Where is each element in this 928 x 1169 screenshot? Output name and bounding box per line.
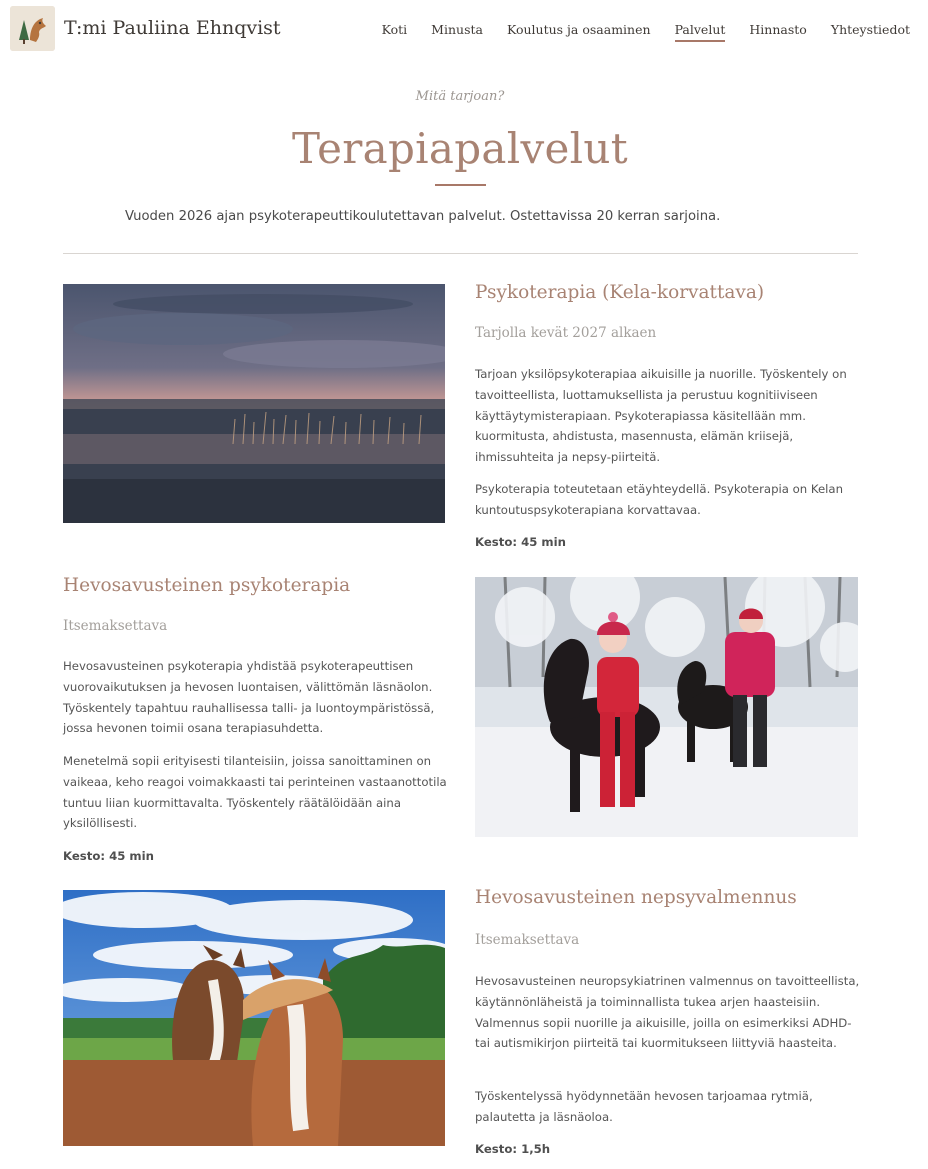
nav-item-yhteystiedot[interactable]: Yhteystiedot xyxy=(830,22,910,37)
service-image-ponies-snow xyxy=(475,577,858,837)
service-image-lake xyxy=(63,284,445,523)
service-duration: Kesto: 45 min xyxy=(475,535,566,549)
service-description: Menetelmä sopii erityisesti tilanteisiin, joissa sanoittaminen on vaikeaa, keho reagoi voimakkaasti tai perinteinen vastaanottotila tuntuu liian kuormittavalta. Työskentely räätälöidään aina yksilöllisesti. xyxy=(63,754,447,831)
nav-item-palvelut[interactable]: Palvelut xyxy=(675,22,726,42)
service-description: Hevosavusteinen psykoterapia yhdistää psykoterapeuttisen vuorovaikutuksen ja hevosen luontaisen, välittömän läsnäolon. Työskentely tapahtuu rauhallisessa talli- ja luontoympäristössä, jossa hevonen toimii osana terapiasuhdetta. xyxy=(63,659,435,736)
service-subtitle: Tarjolla kevät 2027 alkaen xyxy=(475,325,657,341)
intro-text: Vuoden 2026 ajan psykoterapeuttikoulutettavan palvelut. Ostettavissa 20 kerran sarjoina. xyxy=(125,209,721,224)
nav-item-koulutus[interactable]: Koulutus ja osaaminen xyxy=(506,22,651,37)
service-title: Hevosavusteinen nepsyvalmennus xyxy=(475,887,797,908)
section-divider xyxy=(63,253,858,254)
service-description: Tarjoan yksilöpsykoterapiaa aikuisille ja nuorille. Työskentely on tavoitteellista, luottamuksellista ja perustuu kognitiiviseen käyttäytymisterapiaan. Psykoterapiassa käsitellään mm. kuormitusta, ahdistusta, masennusta, elämän kriisejä, ihmissuhteita ja nepsy-piirteitä. xyxy=(475,367,847,465)
site-header xyxy=(0,0,928,60)
page-title: Terapiapalvelut xyxy=(292,124,628,173)
service-description: Työskentelyssä hyödynnetään hevosen tarjoamaa rytmiä, palautetta ja läsnäoloa. xyxy=(475,1089,813,1124)
service-subtitle: Itsemaksettava xyxy=(475,932,580,948)
service-description: Hevosavusteinen neuropsykiatrinen valmennus on tavoitteellista, käytännönläheistä ja toiminnallista tukea arjen haasteisiin. Valmennus sopii nuorille ja aikuisille, joilla on esimerkiksi ADHD- tai autismikirjon piirteitä tai kuormitukseen liittyviä haasteita. xyxy=(475,974,860,1051)
service-description: Psykoterapia toteutetaan etäyhteydellä. Psykoterapia on Kelan kuntoutuspsykoterapiana korvattavaa. xyxy=(475,482,843,517)
main-nav xyxy=(382,22,910,42)
nav-item-hinnasto[interactable]: Hinnasto xyxy=(749,22,807,37)
site-logo[interactable] xyxy=(10,6,55,51)
service-title: Hevosavusteinen psykoterapia xyxy=(63,575,351,596)
service-duration: Kesto: 1,5h xyxy=(475,1142,551,1156)
logo-icon xyxy=(10,6,55,51)
site-title[interactable]: T:mi Pauliina Ehnqvist xyxy=(64,17,281,39)
title-underline xyxy=(435,184,486,186)
nav-item-minusta[interactable]: Minusta xyxy=(431,22,483,37)
section-eyebrow: Mitä tarjoan? xyxy=(415,89,505,104)
service-subtitle: Itsemaksettava xyxy=(63,618,168,634)
nav-item-koti[interactable]: Koti xyxy=(381,22,408,37)
service-image-horses-pasture xyxy=(63,890,445,1146)
service-duration: Kesto: 45 min xyxy=(63,849,154,863)
service-title: Psykoterapia (Kela-korvattava) xyxy=(475,282,765,303)
